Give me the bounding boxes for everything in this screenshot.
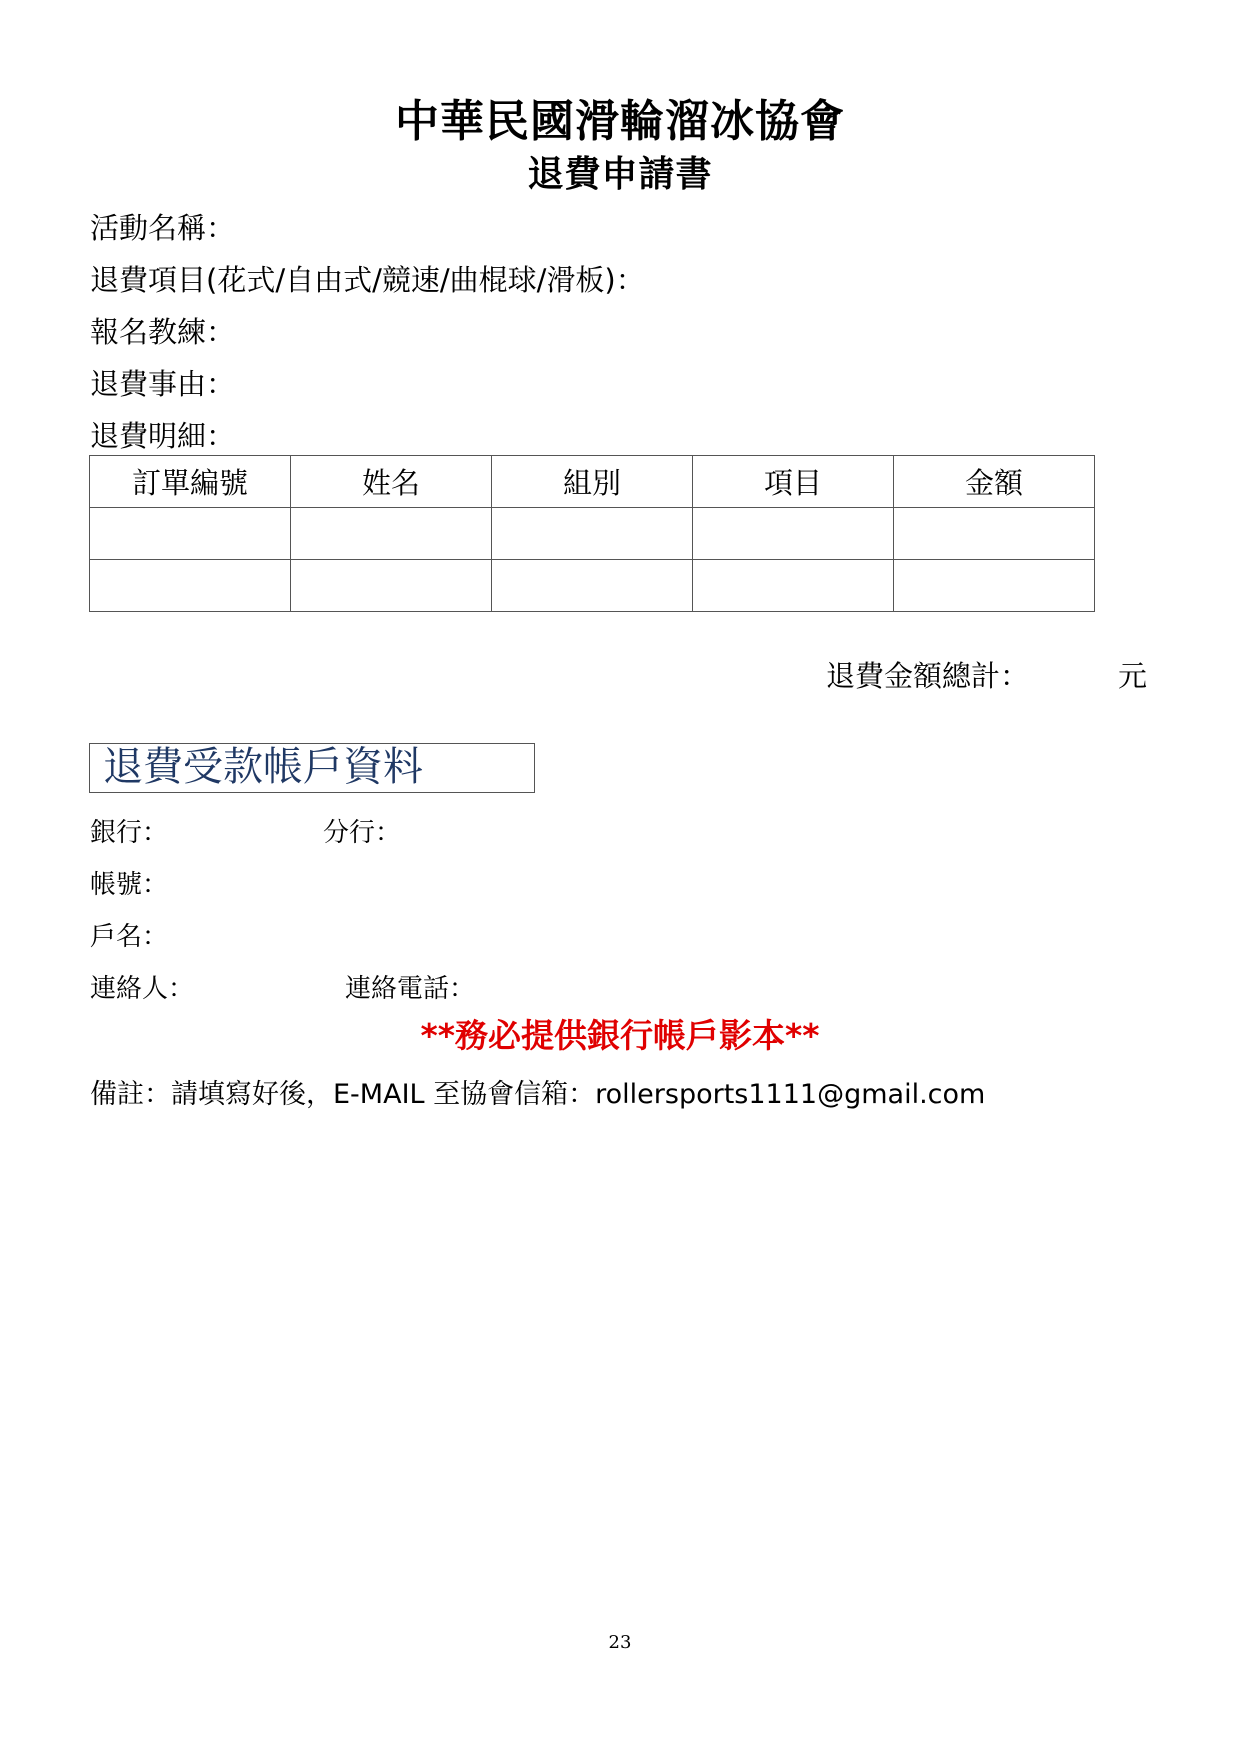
table-cell[interactable] [291, 508, 492, 560]
table-cell[interactable] [693, 560, 894, 612]
coach-label: 報名教練： [90, 315, 236, 349]
account-name-label: 戶名： [90, 922, 169, 952]
table-cell[interactable] [894, 508, 1095, 560]
table-row [90, 508, 1095, 560]
email-note: 備註：請填寫好後，E-MAIL 至協會信箱：rollersports1111@gmail.com [90, 1079, 986, 1110]
column-header-amount: 金額 [894, 456, 1095, 508]
table-header-row [90, 456, 1095, 508]
table-cell[interactable] [894, 560, 1095, 612]
refund-reason-label: 退費事由： [90, 367, 236, 401]
column-header-order-number: 訂單編號 [90, 456, 291, 508]
page-number: 23 [608, 1632, 632, 1653]
refund-total-unit: 元 [1118, 659, 1148, 693]
account-section-title: 退費受款帳戶資料 [89, 743, 535, 793]
account-number-label: 帳號： [90, 870, 169, 900]
table-cell[interactable] [492, 508, 693, 560]
refund-item-label: 退費項目(花式/自由式/競速/曲棍球/滑板)： [90, 263, 645, 297]
contact-person-label: 連絡人： [90, 974, 195, 1004]
table-cell[interactable] [492, 560, 693, 612]
contact-phone-label: 連絡電話： [345, 974, 476, 1004]
document-title: 中華民國滑輪溜冰協會 [395, 96, 845, 147]
column-header-item: 項目 [693, 456, 894, 508]
bank-copy-warning: **務必提供銀行帳戶影本** [420, 1016, 820, 1055]
table-cell[interactable] [90, 560, 291, 612]
column-header-name: 姓名 [291, 456, 492, 508]
branch-label: 分行： [323, 818, 402, 848]
table-cell[interactable] [291, 560, 492, 612]
table-cell[interactable] [693, 508, 894, 560]
document-subtitle: 退費申請書 [527, 154, 713, 195]
table-row [90, 560, 1095, 612]
refund-details-table [89, 455, 1095, 612]
event-name-label: 活動名稱： [90, 211, 236, 245]
refund-details-label: 退費明細： [90, 419, 236, 453]
table-cell[interactable] [90, 508, 291, 560]
column-header-group: 組別 [492, 456, 693, 508]
bank-label: 銀行： [90, 818, 169, 848]
refund-total-label: 退費金額總計： [826, 659, 1030, 693]
